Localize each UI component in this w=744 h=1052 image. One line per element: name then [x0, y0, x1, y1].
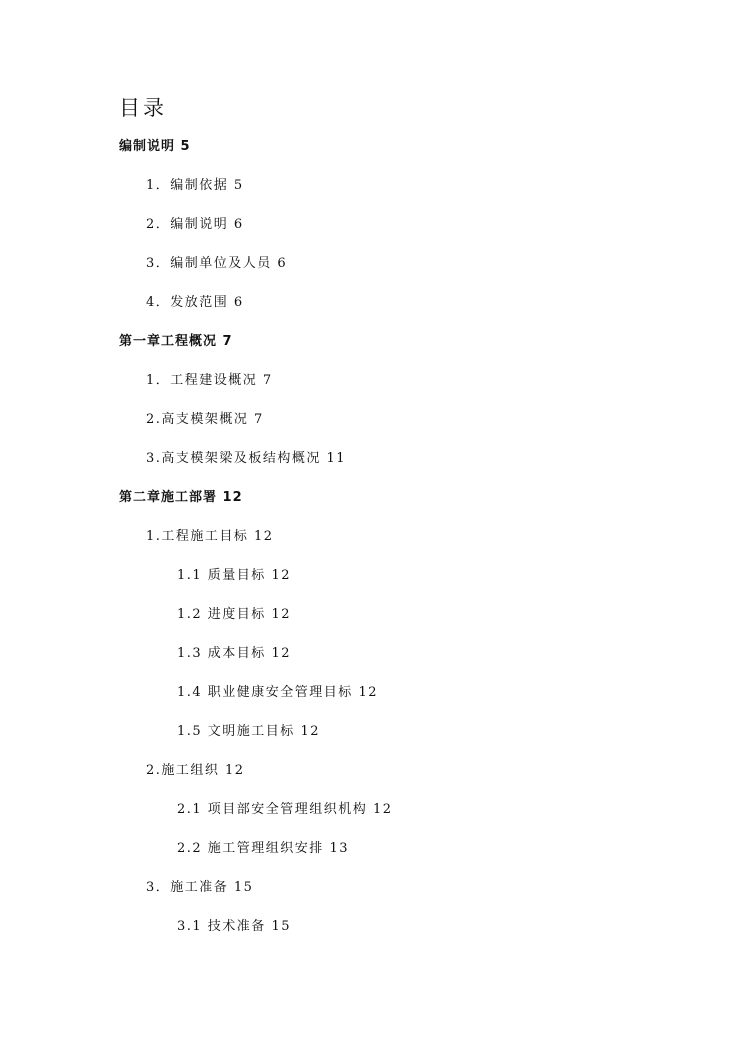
toc-section-entry[interactable]: 2.施工组织 12 — [146, 763, 245, 778]
toc-section-entry[interactable]: 1．工程建设概况 7 — [146, 373, 273, 388]
toc-section-entry[interactable]: 2．编制说明 6 — [146, 217, 244, 232]
toc-section-entry[interactable]: 3．编制单位及人员 6 — [146, 256, 288, 271]
toc-section-entry[interactable]: 1.1 质量目标 12 — [177, 568, 291, 583]
toc-chapter-entry[interactable]: 第二章施工部署 12 — [119, 490, 243, 505]
toc-section-entry[interactable]: 2.2 施工管理组织安排 13 — [177, 841, 349, 856]
toc-section-entry[interactable]: 1.工程施工目标 12 — [146, 529, 274, 544]
toc-chapter-entry[interactable]: 编制说明 5 — [119, 139, 191, 154]
toc-section-entry[interactable]: 3．施工准备 15 — [146, 880, 254, 895]
toc-section-entry[interactable]: 2.1 项目部安全管理组织机构 12 — [177, 802, 393, 817]
toc-title: 目录 — [119, 96, 167, 120]
toc-section-entry[interactable]: 1.4 职业健康安全管理目标 12 — [177, 685, 378, 700]
toc-section-entry[interactable]: 1.2 进度目标 12 — [177, 607, 291, 622]
toc-section-entry[interactable]: 3.1 技术准备 15 — [177, 919, 291, 934]
toc-section-entry[interactable]: 1.3 成本目标 12 — [177, 646, 291, 661]
toc-section-entry[interactable]: 3.高支模架梁及板结构概况 11 — [146, 451, 347, 466]
toc-section-entry[interactable]: 1.5 文明施工目标 12 — [177, 724, 320, 739]
toc-section-entry[interactable]: 2.高支模架概况 7 — [146, 412, 264, 427]
toc-section-entry[interactable]: 4．发放范围 6 — [146, 295, 244, 310]
toc-chapter-entry[interactable]: 第一章工程概况 7 — [119, 334, 233, 349]
toc-section-entry[interactable]: 1．编制依据 5 — [146, 178, 244, 193]
